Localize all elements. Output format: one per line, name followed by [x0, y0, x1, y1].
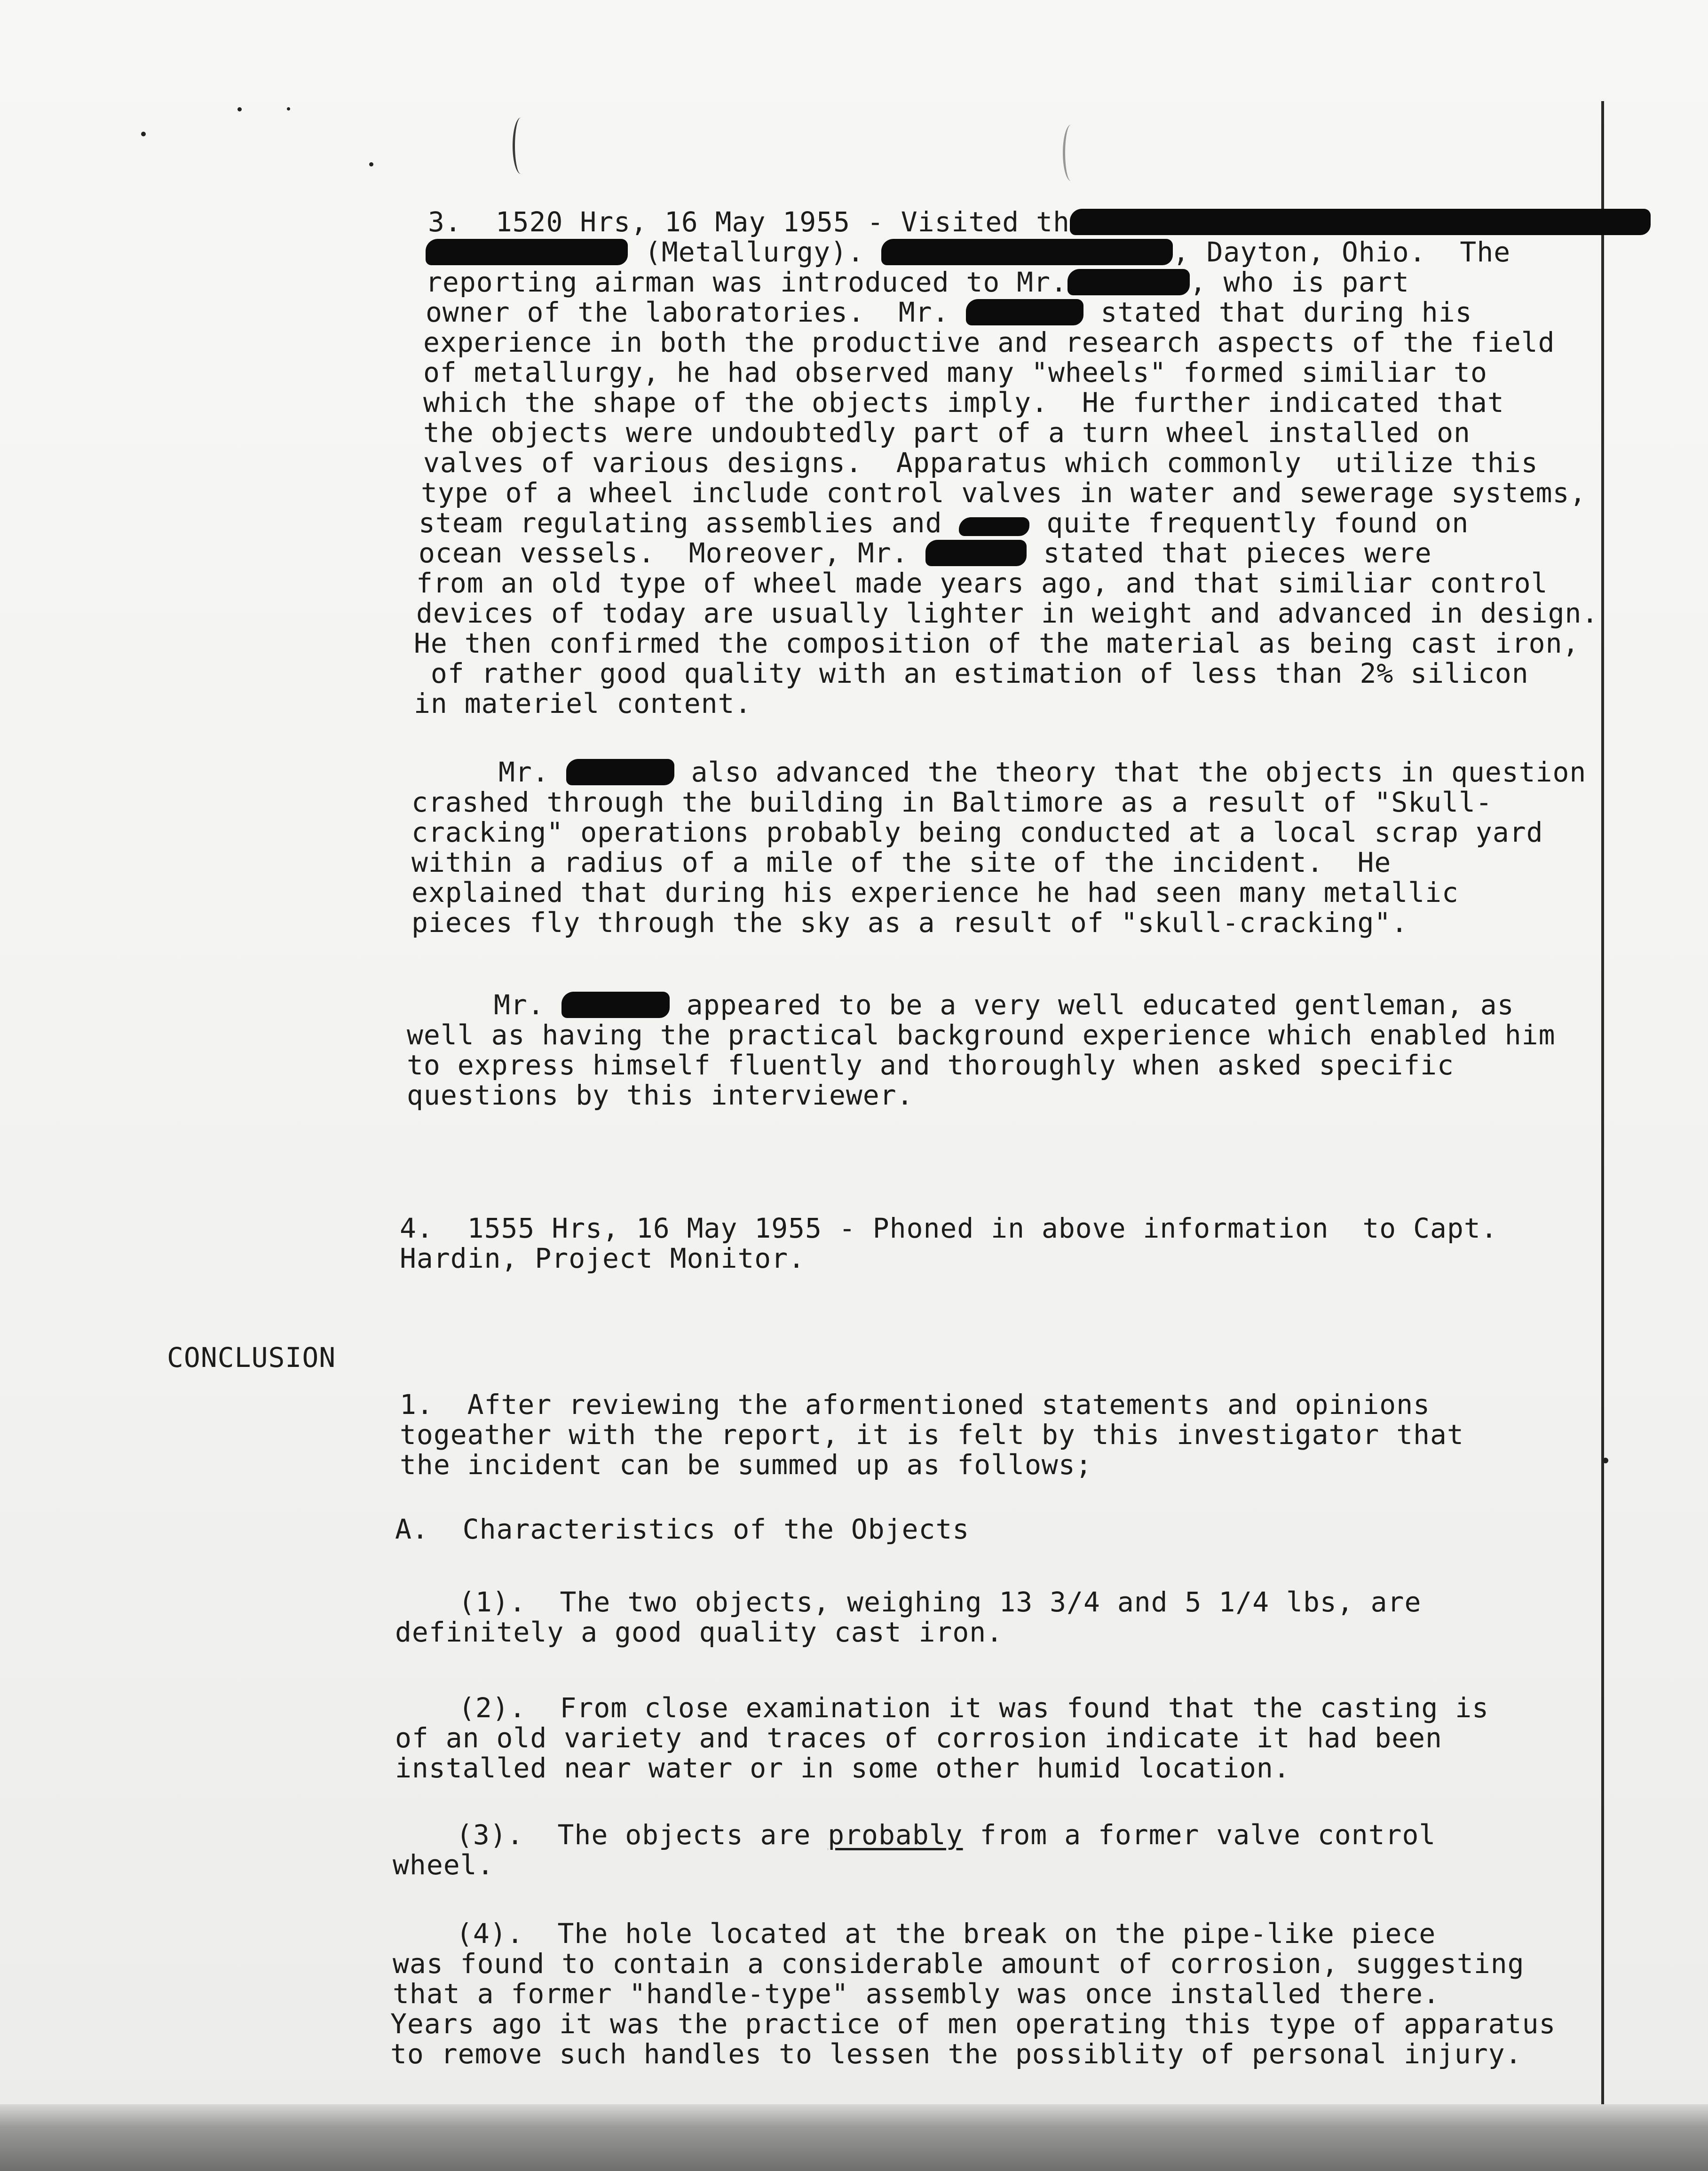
- punch-hole-mark: [513, 118, 529, 174]
- item2-line-2: of an old variety and traces of corrosion indicate it had been: [395, 1722, 1442, 1754]
- educated-line-2: well as having the practical background experience which enabled him: [407, 1019, 1556, 1051]
- scan-speck: [287, 107, 290, 111]
- scan-speck: [237, 107, 242, 111]
- redaction: [966, 299, 1083, 325]
- educated-line-4: questions by this interviewer.: [407, 1079, 914, 1111]
- theory-line-6: pieces fly through the sky as a result of "skull-cracking".: [411, 907, 1408, 939]
- redaction: [426, 239, 628, 265]
- scan-speck: [1603, 1458, 1608, 1463]
- redaction: [1068, 269, 1190, 295]
- para3-line-15: He then confirmed the composition of the material as being cast iron,: [414, 627, 1580, 659]
- section-a-heading: A. Characteristics of the Objects: [395, 1513, 970, 1545]
- para3-line-12: ocean vessels. Moreover, Mr. stated that pieces were: [419, 537, 1432, 569]
- para3-line-2: (Metallurgy). , Dayton, Ohio. The: [426, 237, 1510, 267]
- item3-line-2: wheel.: [393, 1849, 494, 1881]
- item4-line-4: Years ago it was the practice of men operating this type of apparatus: [390, 2008, 1556, 2040]
- conclusion-intro-line-2: togeather with the report, it is felt by this investigator that: [400, 1419, 1464, 1451]
- para3-line-1: 3. 1520 Hrs, 16 May 1955 - Visited th: [428, 207, 1651, 237]
- conclusion-heading: CONCLUSION: [167, 1342, 336, 1374]
- para3-line-14: devices of today are usually lighter in weight and advanced in design.: [416, 597, 1599, 629]
- para3-line-13: from an old type of wheel made years ago, and that similiar control: [416, 567, 1548, 599]
- item4-line-3: that a former "handle-type" assembly was once installed there.: [393, 1978, 1440, 2010]
- para3-line-9: valves of various designs. Apparatus which commonly utilize this: [423, 447, 1538, 479]
- para3-line-10: type of a wheel include control valves in water and sewerage systems,: [421, 477, 1587, 509]
- item4-line-1: (4). The hole located at the break on the pipe-like piece: [456, 1918, 1436, 1950]
- scan-speck: [141, 132, 146, 136]
- para4-line-2: Hardin, Project Monitor.: [400, 1242, 806, 1274]
- para3-line-6: of metallurgy, he had observed many "wheels" formed similiar to: [423, 356, 1487, 388]
- item2-line-1: (2). From close examination it was found that the casting is: [459, 1692, 1489, 1724]
- para3-line-3: reporting airman was introduced to Mr. , who is part: [426, 266, 1409, 298]
- para3-line-5: experience in both the productive and research aspects of the field: [423, 326, 1555, 358]
- redaction: [925, 540, 1027, 566]
- item1-line-1: (1). The two objects, weighing 13 3/4 and 5 1/4 lbs, are: [459, 1586, 1422, 1618]
- para3-line-7: which the shape of the objects imply. He further indicated that: [423, 387, 1504, 418]
- educated-line-3: to express himself fluently and thoroughly when asked specific: [407, 1049, 1454, 1081]
- item1-line-2: definitely a good quality cast iron.: [395, 1616, 1004, 1648]
- theory-line-2: crashed through the building in Baltimore as a result of "Skull-: [411, 786, 1493, 818]
- scan-bottom-edge: [0, 2104, 1708, 2171]
- educated-line-1: Mr. appeared to be a very well educated gentleman, as: [494, 989, 1514, 1021]
- theory-line-3: cracking" operations probably being conducted at a local scrap yard: [411, 816, 1543, 848]
- item3-line-1: (3). The objects are probably from a former valve control: [456, 1819, 1436, 1851]
- underlined-word: probably: [828, 1819, 963, 1851]
- redaction: [561, 992, 670, 1018]
- redaction: [881, 239, 1173, 265]
- redaction: [566, 759, 674, 785]
- para3-line-11: steam regulating assemblies and quite frequently found on: [419, 507, 1469, 539]
- para3-line-17: in materiel content.: [414, 687, 752, 719]
- para3-line-4: owner of the laboratories. Mr. stated that during his: [426, 296, 1472, 328]
- item4-line-5: to remove such handles to lessen the possiblity of personal injury.: [390, 2038, 1522, 2070]
- para3-line-16: of rather good quality with an estimation of less than 2% silicon: [414, 657, 1529, 689]
- theory-line-4: within a radius of a mile of the site of the incident. He: [411, 846, 1392, 878]
- redaction: [1070, 209, 1651, 235]
- redaction: [959, 517, 1029, 536]
- item2-line-3: installed near water or in some other humid location.: [395, 1752, 1290, 1784]
- punch-hole-mark: [1063, 125, 1079, 181]
- theory-line-1: Mr. also advanced the theory that the objects in question: [498, 756, 1587, 788]
- conclusion-intro-line-1: 1. After reviewing the aformentioned statements and opinions: [400, 1389, 1431, 1421]
- scan-speck: [369, 162, 373, 166]
- theory-line-5: explained that during his experience he had seen many metallic: [411, 876, 1459, 908]
- para3-line-8: the objects were undoubtedly part of a turn wheel installed on: [423, 417, 1471, 449]
- page-edge-line: [1601, 101, 1604, 2118]
- item4-line-2: was found to contain a considerable amount of corrosion, suggesting: [393, 1948, 1525, 1980]
- conclusion-intro-line-3: the incident can be summed up as follows;: [400, 1449, 1092, 1481]
- para4-line-1: 4. 1555 Hrs, 16 May 1955 - Phoned in above information to Capt.: [400, 1212, 1498, 1244]
